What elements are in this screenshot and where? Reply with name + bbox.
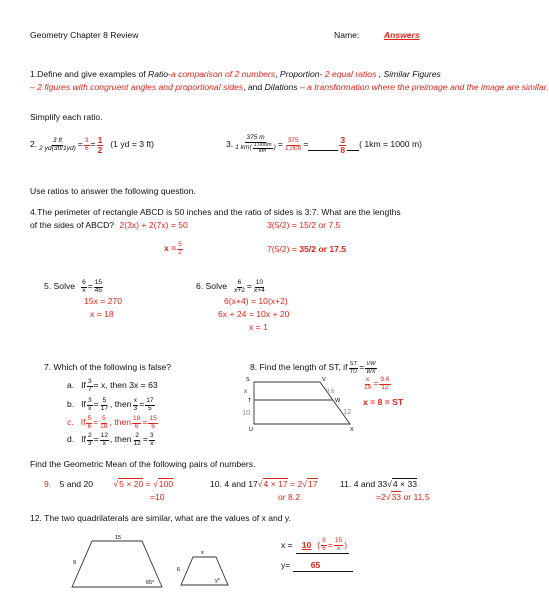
q1-prefix: 1.Define and give examples of [30,69,148,79]
p2-note: (1 yd = 3 ft) [110,139,154,150]
p3-red-num: 375 [287,136,299,144]
q7-a-if: If [81,380,86,391]
q7-d-frac-4 [149,433,155,448]
ratios-heading: Use ratios to answer the following question. [30,186,196,196]
q6-frac-2 [253,280,266,295]
q8-w2-d: 12 [381,383,389,391]
q7-a-frac [87,379,93,394]
q5-frac-2 [94,280,103,295]
q7-a-eq: = x [93,380,106,391]
q7-b-d4: 5 [148,404,152,412]
q7-b-d3: 3 [133,404,138,412]
q5-problem: 5. Solve $\frac{6}{x}$ = $\frac{15}{45}$ [44,279,103,294]
q8-w1-d: 10 [364,383,372,391]
q8-w1-n: x [366,376,370,383]
q6-step-2: 6x + 24 = 10x + 20 [218,309,290,319]
q12-x-f2-d: x [336,545,341,552]
q6-n1: 6 [237,279,242,286]
q12-x-frac-2 [334,538,343,553]
q7-heading: 7. Which of the following is false? [44,362,172,372]
p2-frac-num: 3 ft [52,136,63,144]
q7-b-d2: 17 [100,404,108,412]
q4-equation-1: 2(3x) + 2(7x) = 50 [119,220,188,230]
q8-w2-n: 9.6 [380,376,390,383]
q8-f1-d: TU [349,368,358,375]
p2-red-den: 6 [84,144,89,152]
q4-x-label: x = [164,243,177,254]
p3-equals: = [277,139,283,150]
p3-number: 3. [226,139,234,150]
q7-c-d4: 6 [151,422,155,430]
label-65-degrees: 65° [146,580,155,586]
q4-x-fraction [177,242,183,257]
q8-w-eq: = [373,378,379,389]
q4-x-num: 5 [178,241,182,248]
q8-work [362,377,392,392]
q5-step-2: x = 18 [90,309,114,319]
p2-equals: = [77,139,83,150]
q7-d-d4: x [150,439,154,447]
q10-radicand-2: 17 [307,479,318,489]
label-U: U [249,427,253,433]
q7-b-eq: = [93,399,99,410]
q11-ans-post: or 11.5 [403,492,430,502]
q6-label: 6. Solve [196,281,228,292]
q7-c-n1: 5 [87,414,92,422]
q8-w-frac-2 [379,377,390,392]
q7-d-eq2: = [142,434,148,445]
q10-radicand: 4 × 17 [263,479,288,489]
q7-c-n4: 15 [149,414,157,422]
q7-b-frac-2 [100,398,109,413]
label-9-6: 9.6 [326,389,335,395]
q7-c-eq2: = [142,417,148,428]
q10-eq: = 2 [290,479,303,489]
q7-d-then: , then [110,434,132,445]
q7-option-b [67,397,156,413]
q5-frac-1 [81,280,87,295]
q7-c-d1: 6 [87,422,92,430]
q8-f1-n: ST [349,361,358,368]
q7-option-c [67,415,159,431]
q12-x-eq: = [327,539,333,550]
q7-d-frac-3 [133,433,142,448]
q6-d1: x+2 [234,286,245,294]
p3-red-den: 1,000 [284,144,302,152]
q9-answer: =10 [150,492,165,502]
q11-radicand-2: 33 [391,492,402,502]
q12-x-label: x = [281,540,293,551]
q10-answer: or 8.2 [278,492,300,502]
q11-answer: =2√33 or 11.5 [376,492,430,502]
q9-pair: 5 and 20 [59,479,94,489]
q7-d-d1: 3 [87,439,92,447]
q5-d2: 45 [94,286,103,294]
p2-number: 2. [30,139,38,150]
q7-c-frac-3 [132,416,141,431]
label-12: 12 [343,407,352,416]
q12-x-frac-1 [321,538,327,553]
q6-problem: 6. Solve $\frac{6}{x+2}$ = $\frac{10}{x+4}$ [196,279,265,294]
q7-a-letter: a. [67,380,75,391]
q7-b-then: , then [110,399,132,410]
q4-text-line1: 4.The perimeter of rectangle ABCD is 50 inches and the ratio of sides is 3:7. What are the lengths [30,207,401,217]
label-small-y: y° [215,578,220,584]
q1-line2 [30,83,549,93]
proportion-definition: 2 equal ratios [324,69,377,79]
q7-c-frac-2 [99,416,108,431]
q7-b-frac-4 [145,398,154,413]
q9-radicand-2: 100 [158,479,174,489]
label-6: 6 [177,567,181,573]
q7-b-n3: x [133,396,137,404]
q4-x-answer [164,242,184,257]
q7-d-n4: 3 [149,431,154,439]
q7-option-d [67,432,156,448]
q6-step-1: 6(x+4) = 10(x+2) [224,296,288,306]
q7-d-eq: = [93,434,99,445]
q7-c-frac-4 [148,416,157,431]
q7-d-n3: 2 [135,431,140,439]
q7-c-then: , then [109,417,132,428]
ratio-term: Ratio- [148,69,171,79]
q7-c-d3: 6 [134,422,139,430]
ratio-definition: a comparison of 2 numbers [170,69,276,79]
q7-b-n1: 3 [87,396,92,404]
q7-c-eq: = [93,417,99,428]
p3-inner-fraction [253,143,273,155]
q8-eq: = [359,362,365,373]
q8-f2-d: WX [366,368,376,375]
q7-c-if: If [80,417,86,428]
label-T: T [248,398,252,404]
q7-d-n2: 12 [100,431,108,439]
proportion-term: Proportion- [279,69,323,79]
q6-frac-1 [233,280,246,295]
q7-c-letter: c. [67,417,74,428]
q5-label: 5. Solve [44,281,76,292]
p2-frac-den: 2 yd(3ft/1yd) [39,144,76,152]
q7-b-letter: b. [67,399,75,410]
q9-number: 9. [44,479,52,489]
q9-eq: = [145,479,151,489]
q8-label: 8. Find the length of ST, if [250,362,348,373]
similar-definition: – 2 figures with congruent angles and proportional sides [30,82,244,92]
q7-b-n2: 5 [102,396,107,404]
q4-equation-2: 3(5/2) = 15/2 or 7.5 [267,220,341,230]
q4-equation-3: 7(5/2) = 35/2 or 17.5 [267,244,347,254]
p2-equals-2: = [90,139,96,150]
q7-b-n4: 17 [146,396,154,404]
q12-quadrilaterals-figure [60,533,240,595]
p3-equals-2: = [303,139,309,150]
q11-radicand: 4 × 33 [392,479,418,489]
q7-c-frac-1 [86,416,92,431]
q10-problem: 10. 4 and 17√4 × 17 = 2√17 [210,479,318,489]
q10-label: 10. 4 and 17 [210,479,258,489]
geomean-heading: Find the Geometric Mean of the following pairs of numbers. [30,459,256,469]
q8-trapezoid-figure [240,372,365,434]
q7-d-n1: 2 [87,431,92,439]
q12-x-paren-close: ) [344,539,348,550]
q12-x-f2-n: 15 [334,537,343,545]
q4-question: of the sides of ABCD? [30,220,115,230]
q4-x-den: 2 [178,248,182,256]
dilations-pre: , and [243,82,265,92]
p3-frac-num: 375 m [246,133,265,141]
dilations-definition: – a transformation where the preimage and the image are similar. [299,82,549,92]
q7-d-d2: x [102,439,106,447]
p2-fraction [38,138,77,153]
q12-y-value: 65 [293,561,353,572]
p2-red-fraction [84,138,90,153]
q11-problem: 11. 4 and 33√4 × 33 [340,479,418,489]
problem-3 [226,132,422,158]
label-X: X [350,427,354,433]
q12-x-f1-d: 6 [322,545,326,552]
label-S: S [246,377,250,383]
dilations-term: Dilations [264,82,298,92]
q7-a-d: 7 [87,385,92,393]
q5-n2: 15 [94,279,103,286]
q12-x-f1-n: 9 [322,537,326,545]
q8-frac-2 [365,361,376,374]
q8-f2-n: VW [366,361,376,368]
q4-text-line2 [30,221,188,231]
q6-d2: x+4 [253,286,265,294]
q12-text: 12. The two quadrilaterals are similar, what are the values of x and y. [30,513,291,523]
name-label: Name: [334,30,360,40]
p3-ans-den: 8 [340,144,346,155]
q11-ans-pre: =2 [376,492,386,502]
p3-answer [339,136,346,155]
p3-den-pre: 1 km( [235,144,252,152]
name-value: Answers [383,30,420,40]
p2-red-num: 3 [84,136,89,144]
q12-y-answer [281,561,353,572]
p3-inner-den: km [259,148,267,155]
q12-y-label: y= [281,560,291,570]
q6-step-3: x = 1 [249,322,268,332]
q7-d-frac-1 [87,433,93,448]
q7-b-if: If [81,399,86,410]
q5-n1: 6 [82,279,86,286]
q5-step-1: 15x = 270 [84,296,122,306]
p3-ans-num: 3 [340,134,346,145]
q7-c-d2: 18 [100,422,108,430]
name-field [334,31,420,41]
q1-comma: , [275,69,278,79]
label-9: 9 [73,560,77,566]
q7-a-then: , then 3x = 63 [105,380,158,391]
label-10: 10 [242,408,251,417]
label-x: x [244,389,247,395]
small-trapezoid [181,557,228,585]
q7-b-d1: x [88,404,92,412]
q7-d-if: If [81,434,86,445]
q9-radicand: 5 × 20 [119,479,144,489]
page-title: Geometry Chapter 8 Review [30,30,139,40]
simplify-heading: Simplify each ratio. [30,112,103,122]
p3-note: ( 1km = 1000 m) [359,139,422,150]
q11-label: 11. 4 and 33 [340,479,388,489]
label-W: W [335,398,341,404]
q7-b-eq2: = [139,399,145,410]
q8-answer: x = 8 = ST [363,397,404,407]
p3-red-fraction [284,138,303,153]
q7-c-n2: 5 [102,414,106,422]
p3-den-post: ) [273,144,276,152]
q12-x-value: 10 [301,539,312,550]
p2-answer [97,136,104,155]
q7-b-frac-3 [133,398,139,413]
label-15: 15 [115,535,122,541]
similar-term: , Similar Figures [378,69,441,79]
q7-option-a [67,378,158,394]
q6-n2: 10 [255,279,263,286]
q12-x-answer [281,537,349,555]
problem-2 [30,134,154,156]
q12-x-paren-open: ( [317,539,321,550]
q5-d1: x [82,286,86,294]
q7-a-n: 3 [87,377,92,385]
q7-d-d3: 12 [133,439,141,447]
q7-d-letter: d. [67,434,75,445]
p2-ans-num: 1 [97,134,103,145]
p3-fraction [234,135,277,155]
q7-b-frac-1 [87,398,93,413]
q7-d-frac-2 [100,433,109,448]
p3-inner-num: 1,000m [253,141,272,148]
q9-problem: 9. 5 and 20 √5 × 20 = √100 [44,479,174,489]
label-small-x: x [201,550,204,556]
p2-ans-den: 2 [97,144,103,155]
q12-x-work [296,538,349,554]
q7-c-n3: 18 [133,414,141,422]
label-V: V [322,377,326,383]
q1-line1 [30,70,441,80]
